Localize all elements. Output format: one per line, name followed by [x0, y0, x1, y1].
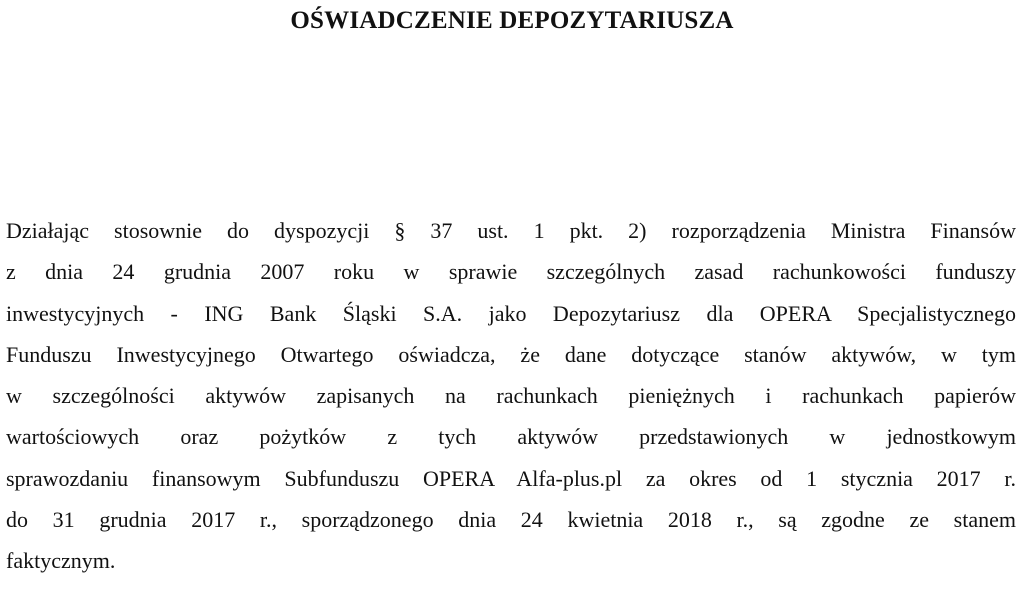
paragraph-line: z dnia 24 grudnia 2007 roku w sprawie szczególnych zasad rachunkowości funduszy — [6, 259, 1016, 285]
document-title: OŚWIADCZENIE DEPOZYTARIUSZA — [290, 7, 734, 34]
paragraph-line: inwestycyjnych - ING Bank Śląski S.A. jako Depozytariusz dla OPERA Specjalistycznego — [6, 300, 1016, 326]
paragraph-line: w szczególności aktywów zapisanych na rachunkach pieniężnych i rachunkach papierów — [6, 383, 1016, 409]
paragraph-line: sprawozdaniu finansowym Subfunduszu OPERA Alfa-plus.pl za okres od 1 stycznia 2017 r. — [6, 465, 1016, 491]
paragraph-line: faktycznym. — [6, 548, 116, 574]
paragraph-line: Działając stosownie do dyspozycji § 37 ust. 1 pkt. 2) rozporządzenia Ministra Finansów — [6, 218, 1016, 243]
statement-paragraph — [6, 210, 1016, 582]
paragraph-line: do 31 grudnia 2017 r., sporządzonego dnia 24 kwietnia 2018 r., są zgodne ze stanem — [6, 507, 1016, 533]
paragraph-line: wartościowych oraz pożytków z tych aktywów przedstawionych w jednostkowym — [6, 424, 1016, 450]
paragraph-line: Funduszu Inwestycyjnego Otwartego oświadcza, że dane dotyczące stanów aktywów, w tym — [6, 341, 1016, 367]
